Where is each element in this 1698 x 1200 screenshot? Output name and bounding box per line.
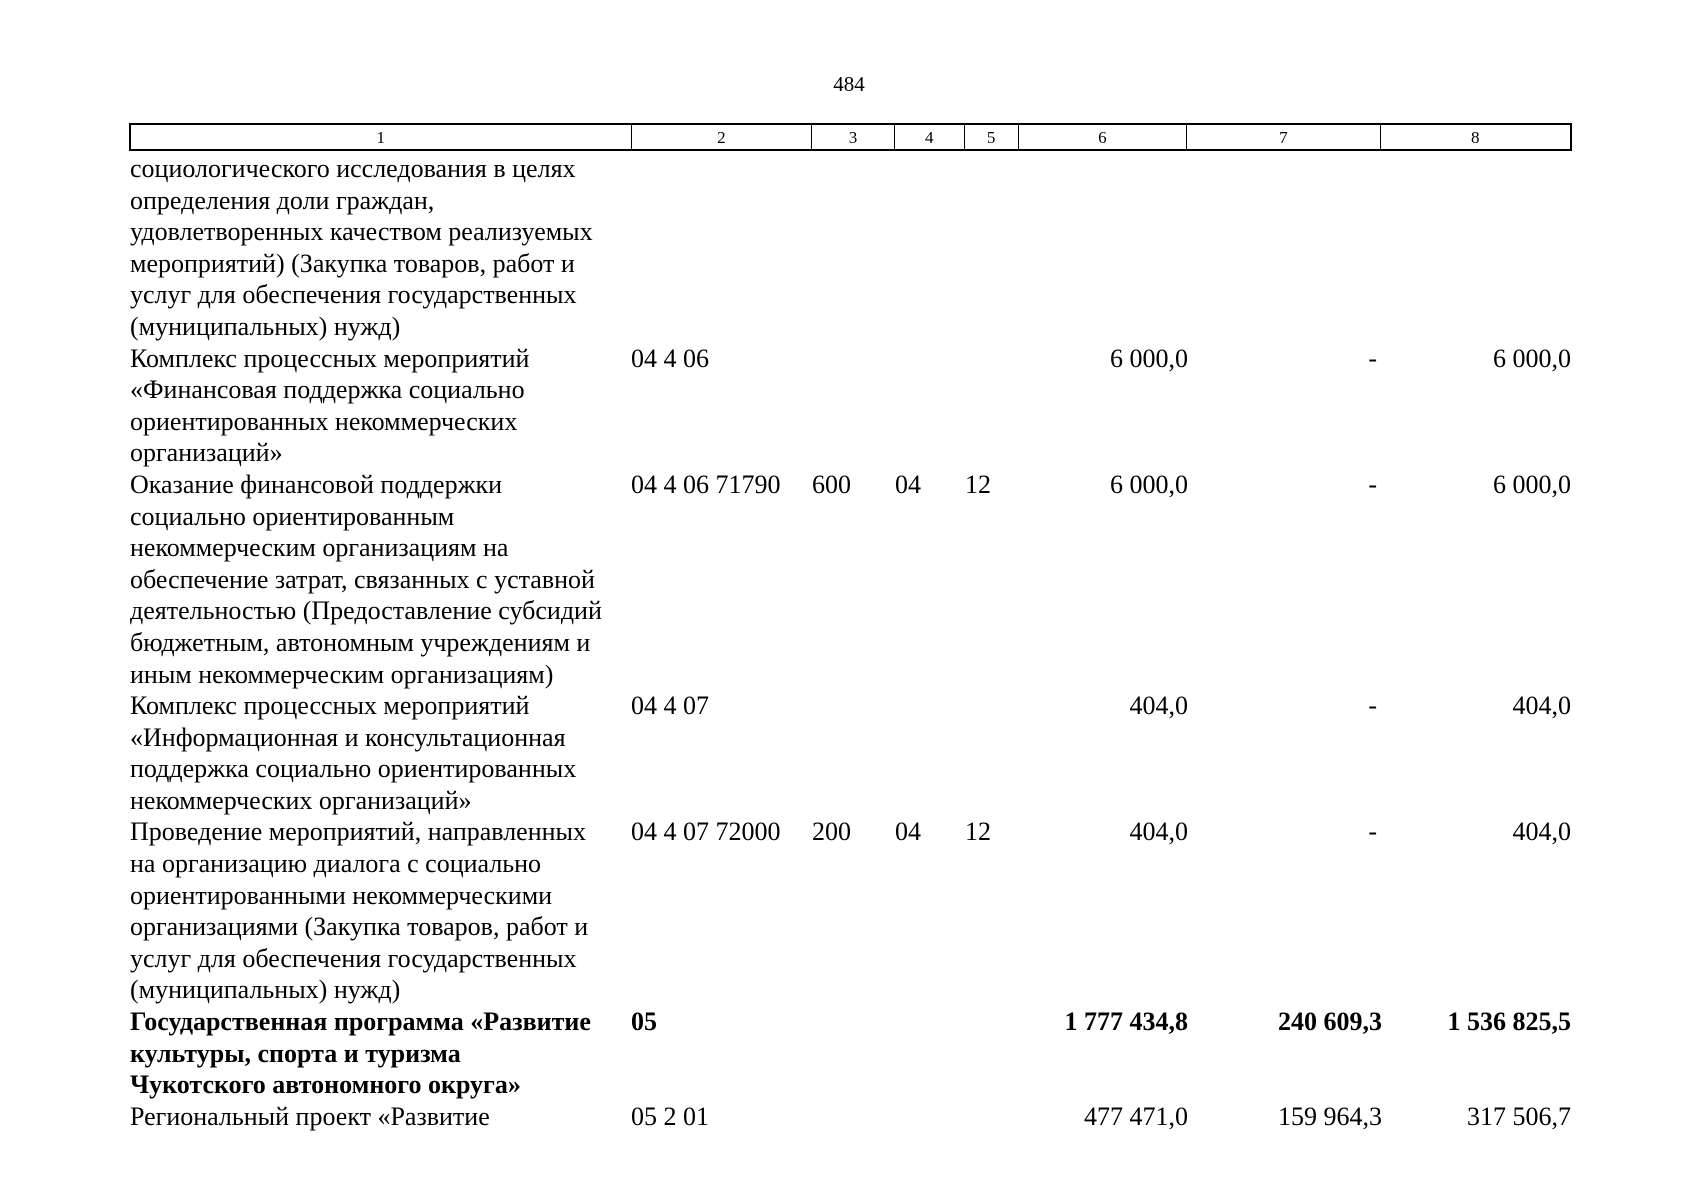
subsection <box>965 1006 1019 1101</box>
table-body <box>129 153 1572 1132</box>
description-line: бюджетным, автономным учреждениям и <box>130 627 591 657</box>
row-description <box>129 1006 631 1101</box>
subsection <box>965 690 1019 816</box>
description-line: ориентированных некоммерческих <box>130 406 518 436</box>
row-description <box>129 469 631 690</box>
description-line: социологического исследования в целях <box>130 154 576 183</box>
table-row <box>129 469 1572 690</box>
section <box>895 1101 965 1133</box>
description-line: социально ориентированным <box>130 501 455 531</box>
section: 04 <box>895 469 921 499</box>
expense-type <box>812 343 895 469</box>
header-cell-2: 2 <box>632 125 813 149</box>
description-line: удовлетворенных качеством реализуемых <box>130 217 593 247</box>
section: 04 <box>895 817 921 847</box>
amount-total: 404,0 <box>1129 817 1188 847</box>
table-row <box>129 816 1572 1006</box>
description-line: определения доли граждан, <box>130 185 435 215</box>
budget-code: 04 4 06 71790 <box>631 469 781 499</box>
amount-total: 404,0 <box>1129 691 1188 721</box>
header-cell-8: 8 <box>1471 127 1480 147</box>
budget-code: 05 2 01 <box>631 1101 709 1131</box>
section <box>895 343 965 469</box>
amount-col7: - <box>1368 343 1377 373</box>
description-line: культуры, спорта и туризма <box>130 1038 461 1068</box>
expense-type: 200 <box>812 817 851 847</box>
description-line: услуг для обеспечения государственных <box>130 943 577 973</box>
row-description <box>129 690 631 816</box>
subsection: 12 <box>965 469 991 499</box>
description-line: мероприятий) (Закупка товаров, работ и <box>130 248 575 278</box>
expense-type <box>812 690 895 816</box>
amount-col7: 159 964,3 <box>1278 1101 1382 1131</box>
amount-total <box>1019 153 1188 343</box>
row-description <box>129 816 631 1006</box>
amount-col7: - <box>1368 691 1377 721</box>
description-line: Государственная программа «Развитие <box>130 1007 591 1037</box>
amount-total: 6 000,0 <box>1110 343 1188 373</box>
budget-code <box>631 153 812 343</box>
description-line: поддержка социально ориентированных <box>130 754 577 784</box>
expense-type <box>812 1101 895 1133</box>
row-description <box>129 343 631 469</box>
table-row <box>129 343 1572 469</box>
header-cell-4: 4 <box>895 125 965 149</box>
description-line: Комплекс процессных мероприятий <box>130 691 530 721</box>
expense-type: 600 <box>812 469 851 499</box>
amount-col7 <box>1188 153 1382 343</box>
description-line: иным некоммерческим организациям) <box>130 659 554 689</box>
budget-code: 05 <box>631 1007 657 1037</box>
amount-col7: - <box>1368 817 1377 847</box>
amount-col8: 404,0 <box>1512 817 1571 847</box>
description-line: организаций» <box>130 438 283 468</box>
table-row <box>129 153 1572 343</box>
table-row <box>129 690 1572 816</box>
amount-col8: 6 000,0 <box>1493 343 1571 373</box>
description-line: деятельностью (Предоставление субсидий <box>130 596 602 626</box>
subsection <box>965 343 1019 469</box>
amount-col8: 404,0 <box>1512 691 1571 721</box>
amount-total: 1 777 434,8 <box>1064 1007 1188 1037</box>
amount-col8 <box>1382 153 1572 343</box>
table-header-row <box>129 123 1572 151</box>
description-line: (муниципальных) нужд) <box>130 311 401 341</box>
description-line: ориентированными некоммерческими <box>130 880 553 910</box>
page-number: 484 <box>833 72 865 96</box>
amount-col8: 6 000,0 <box>1493 469 1571 499</box>
description-line: (муниципальных) нужд) <box>130 975 401 1005</box>
description-line: Комплекс процессных мероприятий <box>130 343 530 373</box>
header-cell-1: 1 <box>131 125 632 149</box>
expense-type <box>812 153 895 343</box>
subsection <box>965 153 1019 343</box>
description-line: некоммерческих организаций» <box>130 785 472 815</box>
amount-col8: 1 536 825,5 <box>1447 1007 1571 1037</box>
subsection: 12 <box>965 817 991 847</box>
budget-code: 04 4 07 <box>631 691 709 721</box>
table-row <box>129 1006 1572 1101</box>
subsection <box>965 1101 1019 1133</box>
description-line: Проведение мероприятий, направленных <box>130 817 587 847</box>
header-cell-3: 3 <box>812 125 895 149</box>
description-line: услуг для обеспечения государственных <box>130 280 577 310</box>
amount-total: 6 000,0 <box>1110 469 1188 499</box>
description-line: Чукотского автономного округа» <box>130 1070 521 1100</box>
section <box>895 690 965 816</box>
table-row <box>129 1101 1572 1133</box>
budget-code: 04 4 07 72000 <box>631 817 781 847</box>
description-line: на организацию диалога с социально <box>130 849 542 879</box>
description-line: обеспечение затрат, связанных с уставной <box>130 564 595 594</box>
description-line: организациями (Закупка товаров, работ и <box>130 912 589 942</box>
expense-type <box>812 1006 895 1101</box>
amount-total: 477 471,0 <box>1084 1101 1188 1131</box>
amount-col8: 317 506,7 <box>1467 1101 1571 1131</box>
description-line: Оказание финансовой поддержки <box>130 469 503 499</box>
header-cell-5: 5 <box>965 125 1019 149</box>
description-line: Региональный проект «Развитие <box>130 1101 490 1131</box>
section <box>895 1006 965 1101</box>
amount-col7: 240 609,3 <box>1278 1007 1382 1037</box>
header-cell-7: 7 <box>1187 125 1380 149</box>
description-line: «Информационная и консультационная <box>130 722 566 752</box>
header-cell-6: 6 <box>1019 125 1188 149</box>
section <box>895 153 965 343</box>
row-description <box>129 1101 631 1133</box>
description-line: некоммерческим организациям на <box>130 533 509 563</box>
amount-col7: - <box>1368 469 1377 499</box>
budget-code: 04 4 06 <box>631 343 709 373</box>
row-description <box>129 153 631 343</box>
description-line: «Финансовая поддержка социально <box>130 375 525 405</box>
